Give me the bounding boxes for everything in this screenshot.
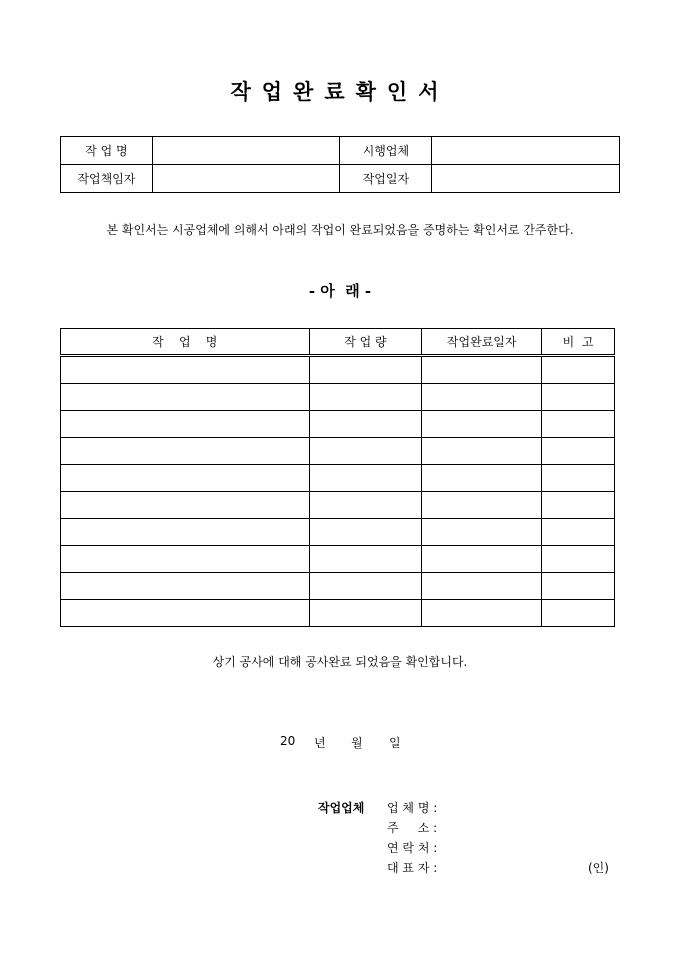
completion-date-cell[interactable] <box>422 492 542 519</box>
work-name-cell[interactable] <box>61 465 310 492</box>
work-table-header <box>61 329 615 356</box>
remarks-cell[interactable] <box>542 411 615 438</box>
remarks-cell[interactable] <box>542 546 615 573</box>
remarks-cell[interactable] <box>542 356 615 384</box>
table-row <box>61 411 615 438</box>
table-row <box>61 384 615 411</box>
quantity-cell[interactable] <box>309 384 422 411</box>
completion-date-cell[interactable] <box>422 600 542 627</box>
work-name-cell[interactable] <box>61 546 310 573</box>
table-row <box>61 492 615 519</box>
seal-mark: (인) <box>588 861 609 875</box>
statement-text: 본 확인서는 시공업체에 의해서 아래의 작업이 완료되었음을 증명하는 확인서로 간주한다. <box>106 223 574 237</box>
table-row <box>61 600 615 627</box>
completion-date-cell[interactable] <box>422 573 542 600</box>
quantity-cell[interactable] <box>309 356 422 384</box>
completion-date-cell[interactable] <box>422 356 542 384</box>
work-table <box>60 328 615 627</box>
contact-label: 연 락 처 : <box>387 841 438 855</box>
col-header-completion-date: 작업완료일자 <box>422 329 542 356</box>
col-header-quantity: 작 업 량 <box>309 329 422 356</box>
document-title: 작업완료확인서 <box>230 79 450 104</box>
contractor-label: 시행업체 <box>340 137 432 165</box>
work-name-cell[interactable] <box>61 519 310 546</box>
table-row <box>61 465 615 492</box>
date-day-unit: 일 <box>389 736 401 750</box>
quantity-cell[interactable] <box>309 600 422 627</box>
work-date-label: 작업일자 <box>340 165 432 193</box>
date-month-unit: 월 <box>351 736 363 750</box>
table-row <box>61 546 615 573</box>
info-table <box>60 136 620 193</box>
quantity-cell[interactable] <box>309 438 422 465</box>
quantity-cell[interactable] <box>309 411 422 438</box>
col-header-work-name: 작 업 명 <box>61 329 310 356</box>
work-name-cell[interactable] <box>61 600 310 627</box>
date-year[interactable]: 20 <box>280 734 296 748</box>
quantity-cell[interactable] <box>309 465 422 492</box>
work-name-cell[interactable] <box>61 438 310 465</box>
quantity-cell[interactable] <box>309 519 422 546</box>
work-name-field[interactable] <box>152 137 340 165</box>
address-label: 주 소 : <box>387 821 438 835</box>
completion-date-cell[interactable] <box>422 438 542 465</box>
remarks-cell[interactable] <box>542 600 615 627</box>
company-name-label: 업 체 명 : <box>387 801 438 815</box>
work-manager-field[interactable] <box>152 165 340 193</box>
work-date-field[interactable] <box>432 165 620 193</box>
table-row <box>61 438 615 465</box>
remarks-cell[interactable] <box>542 465 615 492</box>
info-row-2 <box>61 165 620 193</box>
remarks-cell[interactable] <box>542 519 615 546</box>
work-name-cell[interactable] <box>61 356 310 384</box>
work-name-label: 작 업 명 <box>61 137 153 165</box>
remarks-cell[interactable] <box>542 573 615 600</box>
completion-date-cell[interactable] <box>422 546 542 573</box>
work-name-cell[interactable] <box>61 573 310 600</box>
work-manager-label: 작업책임자 <box>61 165 153 193</box>
completion-date-cell[interactable] <box>422 411 542 438</box>
completion-date-cell[interactable] <box>422 384 542 411</box>
table-row <box>61 573 615 600</box>
quantity-cell[interactable] <box>309 492 422 519</box>
remarks-cell[interactable] <box>542 384 615 411</box>
completion-date-cell[interactable] <box>422 519 542 546</box>
info-row-1 <box>61 137 620 165</box>
confirmation-text: 상기 공사에 대해 공사완료 되었음을 확인합니다. <box>212 655 468 669</box>
representative-label: 대 표 자 : <box>387 861 438 875</box>
work-name-cell[interactable] <box>61 492 310 519</box>
completion-date-cell[interactable] <box>422 465 542 492</box>
quantity-cell[interactable] <box>309 546 422 573</box>
below-heading: - 아 래 - <box>308 282 372 300</box>
date-year-unit: 년 <box>314 736 326 750</box>
table-row <box>61 519 615 546</box>
work-name-cell[interactable] <box>61 411 310 438</box>
contractor-field[interactable] <box>432 137 620 165</box>
quantity-cell[interactable] <box>309 573 422 600</box>
company-section-label: 작업업체 <box>318 801 365 815</box>
remarks-cell[interactable] <box>542 438 615 465</box>
work-name-cell[interactable] <box>61 384 310 411</box>
col-header-remarks: 비 고 <box>542 329 615 356</box>
remarks-cell[interactable] <box>542 492 615 519</box>
table-row <box>61 356 615 384</box>
